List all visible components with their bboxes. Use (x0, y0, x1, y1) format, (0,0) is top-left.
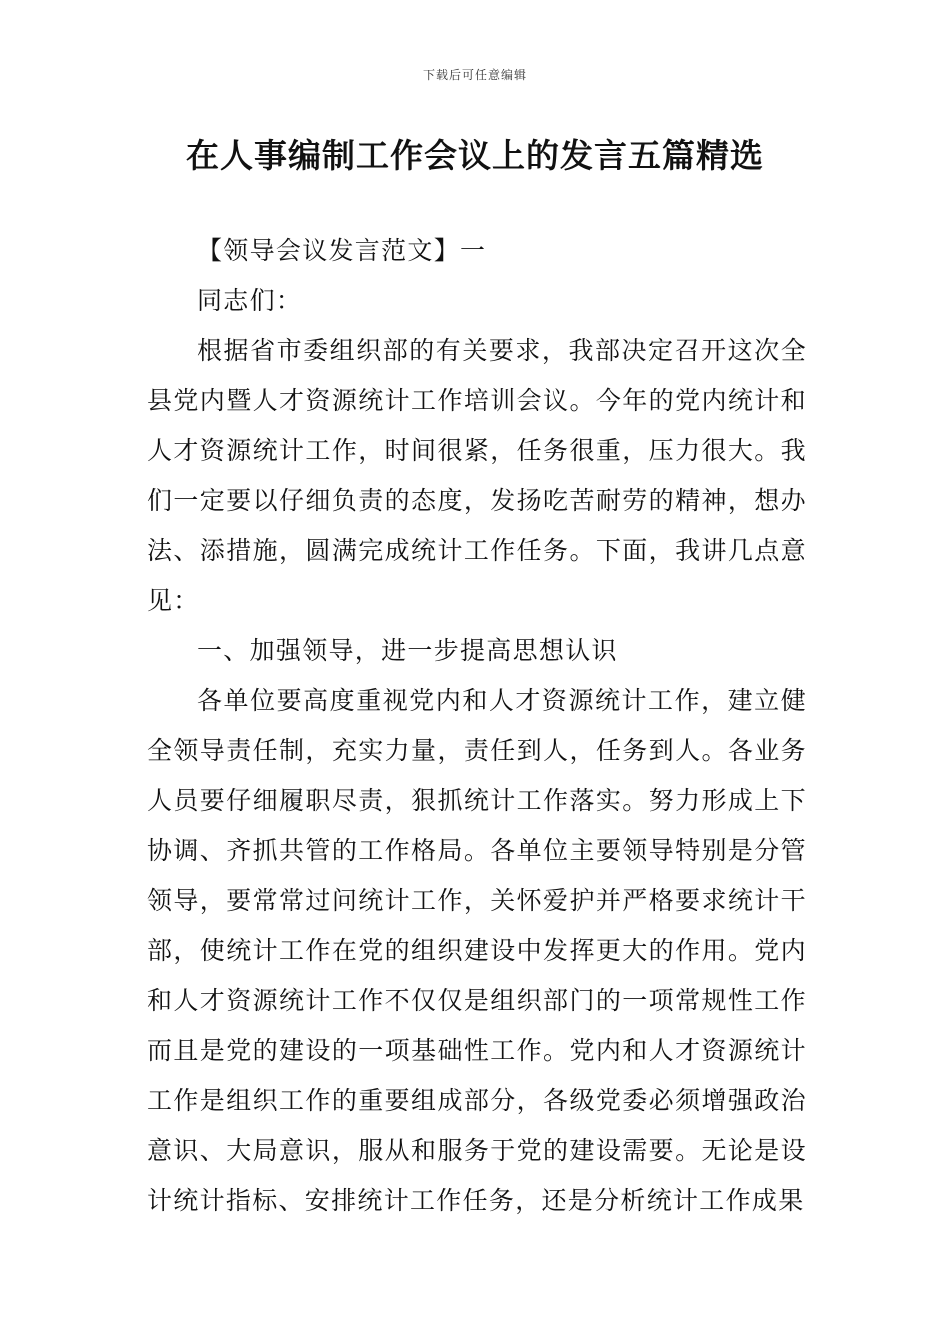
body-paragraph: 根据省市委组织部的有关要求，我部决定召开这次全县党内暨人才资源统计工作培训会议。今年的党内统计和人才资源统计工作，时间很紧，任务很重，压力很大。我们一定要以仔细负责的态度，发扬吃苦耐劳的精神，想办法、添措施，圆满完成统计工作任务。下面，我讲几点意见： (147, 336, 807, 615)
section-heading: 【领导会议发言范文】一 (197, 236, 487, 265)
header-note: 下载后可任意编辑 (422, 68, 527, 82)
salutation: 同志们： (197, 286, 303, 315)
subsection-heading: 一、加强领导，进一步提高思想认识 (197, 636, 618, 665)
document-body (147, 226, 807, 1226)
body-paragraph: 各单位要高度重视党内和人才资源统计工作，建立健全领导责任制，充实力量，责任到人，任务到人。各业务人员要仔细履职尽责，狠抓统计工作落实。努力形成上下协调、齐抓共管的工作格局。各单位主要领导特别是分管领导，要常常过问统计工作，关怀爱护并严格要求统计干部，使统计工作在党的组织建设中发挥更大的作用。党内和人才资源统计工作不仅仅是组织部门的一项常规性工作而且是党的建设的一项基础性工作。党内和人才资源统计工作是组织工作的重要组成部分，各级党委必须增强政治意识、大局意识，服从和服务于党的建设需要。无论是设计统计指标、安排统计工作任务，还是分析统计工作成果 (147, 686, 807, 1215)
document-title: 在人事编制工作会议上的发言五篇精选 (186, 136, 764, 175)
